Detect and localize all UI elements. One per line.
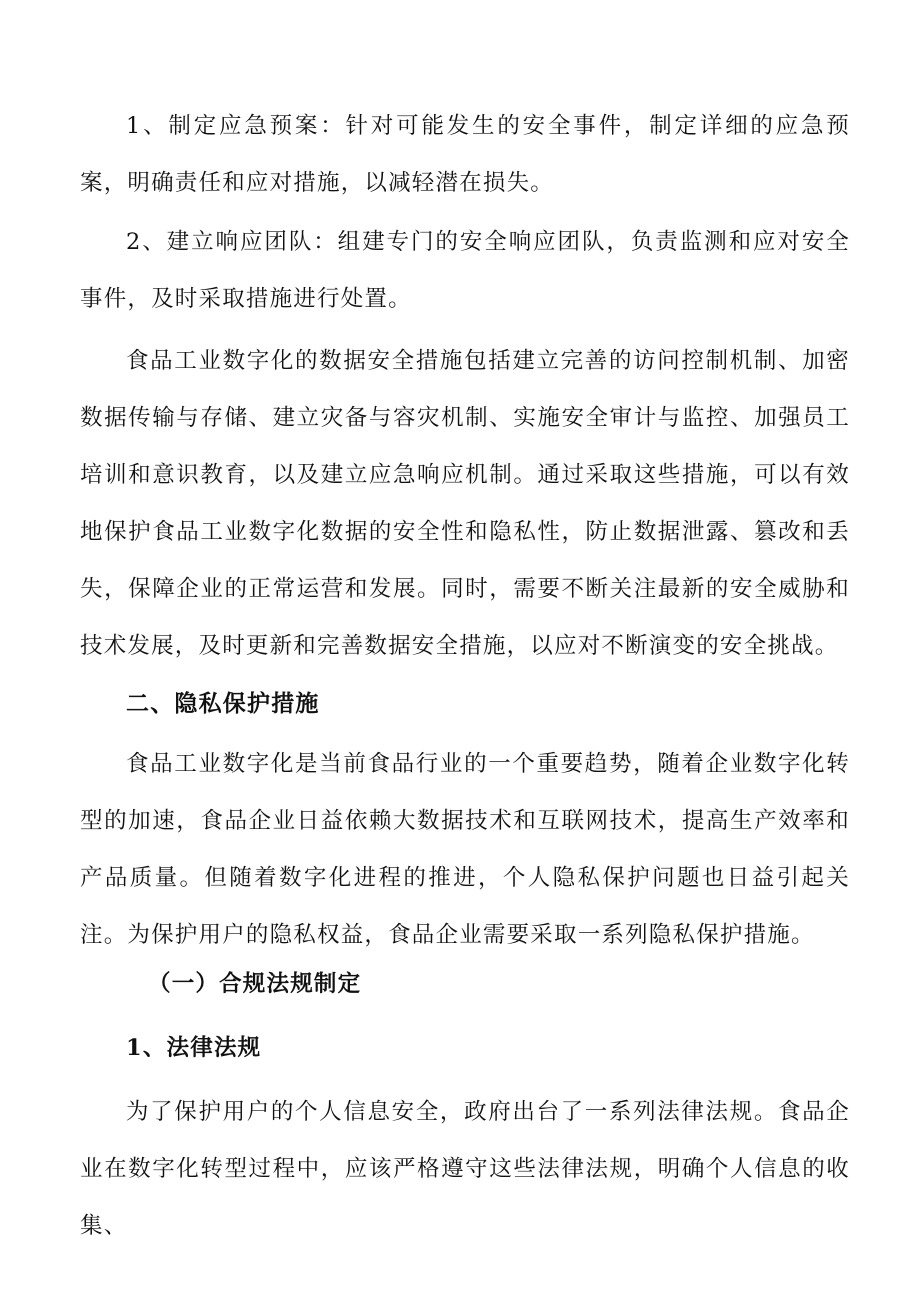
paragraph-response-team: 2、建立响应团队：组建专门的安全响应团队，负责监测和应对安全事件，及时采取措施进行处置。 (80, 229, 850, 312)
subsection-heading-compliance: （一）合规法规制定 (148, 971, 362, 997)
section-heading-privacy-protection: 二、隐私保护措施 (126, 691, 320, 717)
paragraph-laws: 为了保护用户的个人信息安全，政府出台了一系列法律法规。食品企业在数字化转型过程中，应该严格遵守这些法律法规，明确个人信息的收集、 (80, 1099, 850, 1239)
item-heading-laws: 1、法律法规 (126, 1035, 262, 1061)
paragraph-privacy-intro: 食品工业数字化是当前食品行业的一个重要趋势，随着企业数字化转型的加速，食品企业日益依赖大数据技术和互联网技术，提高生产效率和产品质量。但随着数字化进程的推进，个人隐私保护问题也日益引起关注。为保护用户的隐私权益，食品企业需要采取一系列隐私保护措施。 (80, 751, 850, 948)
paragraph-data-security-summary: 食品工业数字化的数据安全措施包括建立完善的访问控制机制、加密数据传输与存储、建立灾备与容灾机制、实施安全审计与监控、加强员工培训和意识教育，以及建立应急响应机制。通过采取这些措施，可以有效地保护食品工业数字化数据的安全性和隐私性，防止数据泄露、篡改和丢失，保障企业的正常运营和发展。同时，需要不断关注最新的安全威胁和技术发展，及时更新和完善数据安全措施，以应对不断演变的安全挑战。 (80, 348, 850, 659)
paragraph-emergency-plan: 1、制定应急预案：针对可能发生的安全事件，制定详细的应急预案，明确责任和应对措施，以减轻潜在损失。 (80, 113, 850, 196)
